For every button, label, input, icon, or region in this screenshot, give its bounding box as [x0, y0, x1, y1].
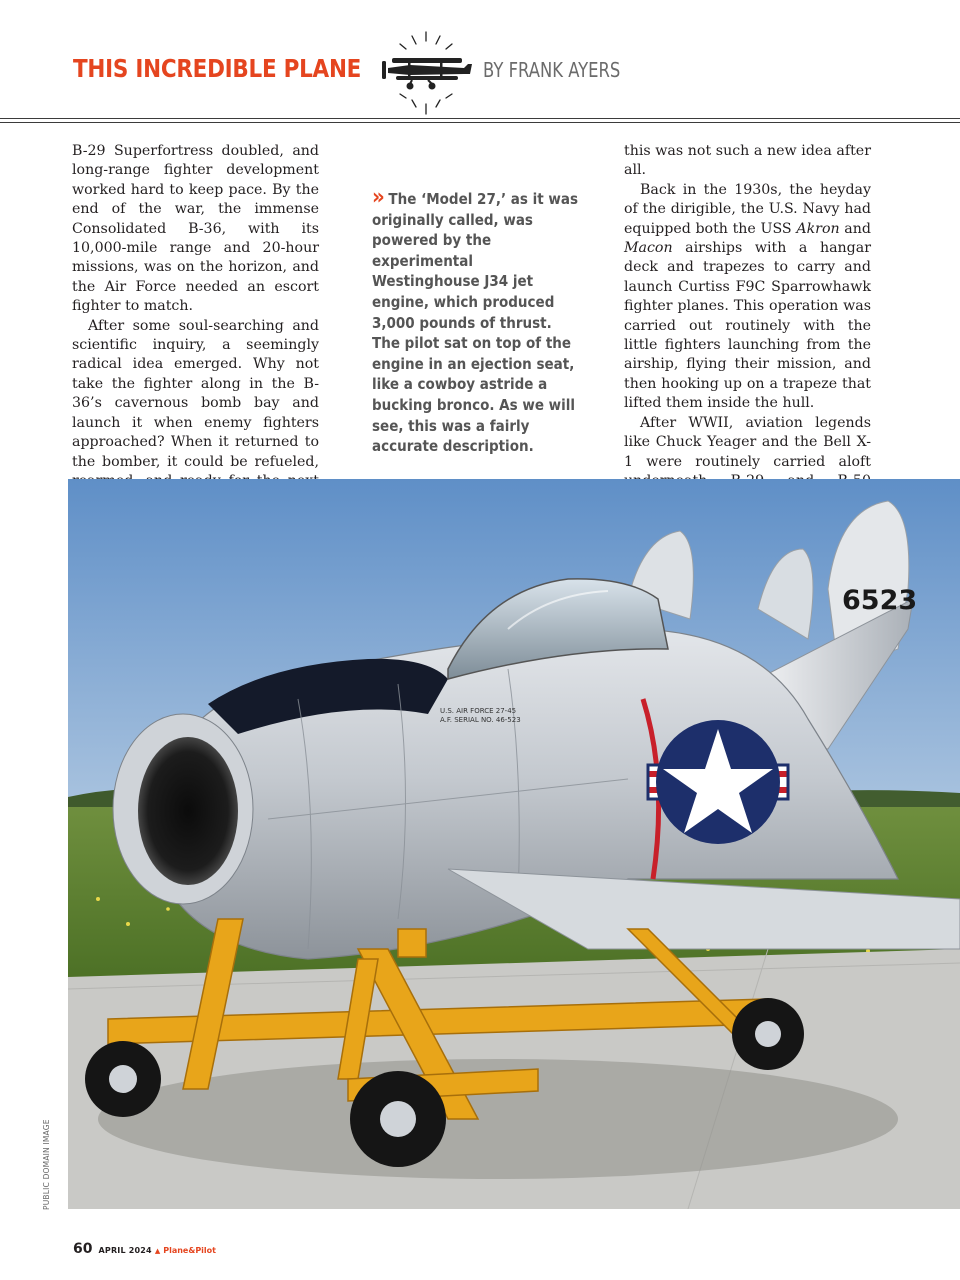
biplane-icon: [370, 28, 480, 118]
body-paragraph: this was not such a new idea after all.: [624, 143, 871, 179]
text-run: Back in the 1930s, the heyday of the dirigible, the U.S. Navy had equipped both the USS: [624, 181, 871, 237]
right-column: [624, 142, 871, 511]
left-column: [72, 142, 319, 511]
triangle-icon: ▲: [154, 1247, 161, 1255]
pull-quote: [372, 185, 583, 457]
header-rule: [0, 118, 960, 119]
issue-date: APRIL 2024: [98, 1246, 152, 1255]
magazine-name: Plane&Pilot: [163, 1246, 216, 1255]
column-title: THIS INCREDIBLE PLANE: [73, 54, 362, 83]
photo-credit: PUBLIC DOMAIN IMAGE: [42, 1119, 51, 1210]
body-paragraph: After WWII, aviation legends like Chuck Yeager and the Bell X-1 were routinely carried aloft: [624, 414, 871, 470]
body-paragraph: After some soul-searching and scientific inquiry, a seemingly radical idea emerged. Why not take the fighter along in the B-36’s cavernous bomb bay and launch it when enemy fighters approached? When it returned to the bomber, it could be refueled,: [72, 317, 319, 470]
body-paragraph: B-29 Superfortress doubled, and long-range fighter development worked hard to keep pace. By the end of the war, the immense Consolidated B-36, with its 10,000-mile range and 20-hour missions, was on the horizon, and the Air Force needed an escort fighter to match.: [72, 143, 319, 315]
text-run: and: [839, 220, 871, 237]
page-header: [0, 28, 960, 128]
aircraft-photo: [68, 479, 960, 1209]
ship-name-akron: Akron: [796, 220, 840, 237]
text-run: airships with a hangar deck and trapezes to carry and launch Curtiss F9C Sparrowhawk fighter planes. This operation was carried out routinely with the little fighters launching from the airship, flying their mission, and then hooking up on a trapeze that lifted them inside the hull.: [624, 240, 871, 412]
header-rule-lower: [0, 122, 960, 123]
tail-number: 6523: [842, 585, 918, 616]
fuselage-marking: A.F. SERIAL NO. 46-523: [440, 716, 521, 724]
quote-mark-icon: »: [372, 185, 385, 210]
body-paragraph: [624, 181, 871, 414]
page-footer: [73, 1238, 216, 1257]
fuselage-marking: U.S. AIR FORCE 27-45: [440, 707, 517, 715]
page-number: 60: [73, 1241, 93, 1257]
ship-name-macon: Macon: [624, 240, 673, 257]
byline: BY FRANK AYERS: [483, 58, 621, 82]
pull-quote-text: The ‘Model 27,’ as it was originally called, was powered by the experimental Westinghouse J34 jet engine, which produced 3,000 pounds of thrust. The pilot sat on top of the engine in an ejection seat, like a cowboy astride a bucking bronco. As we will see, this was a fairly accurate description.: [372, 190, 579, 456]
